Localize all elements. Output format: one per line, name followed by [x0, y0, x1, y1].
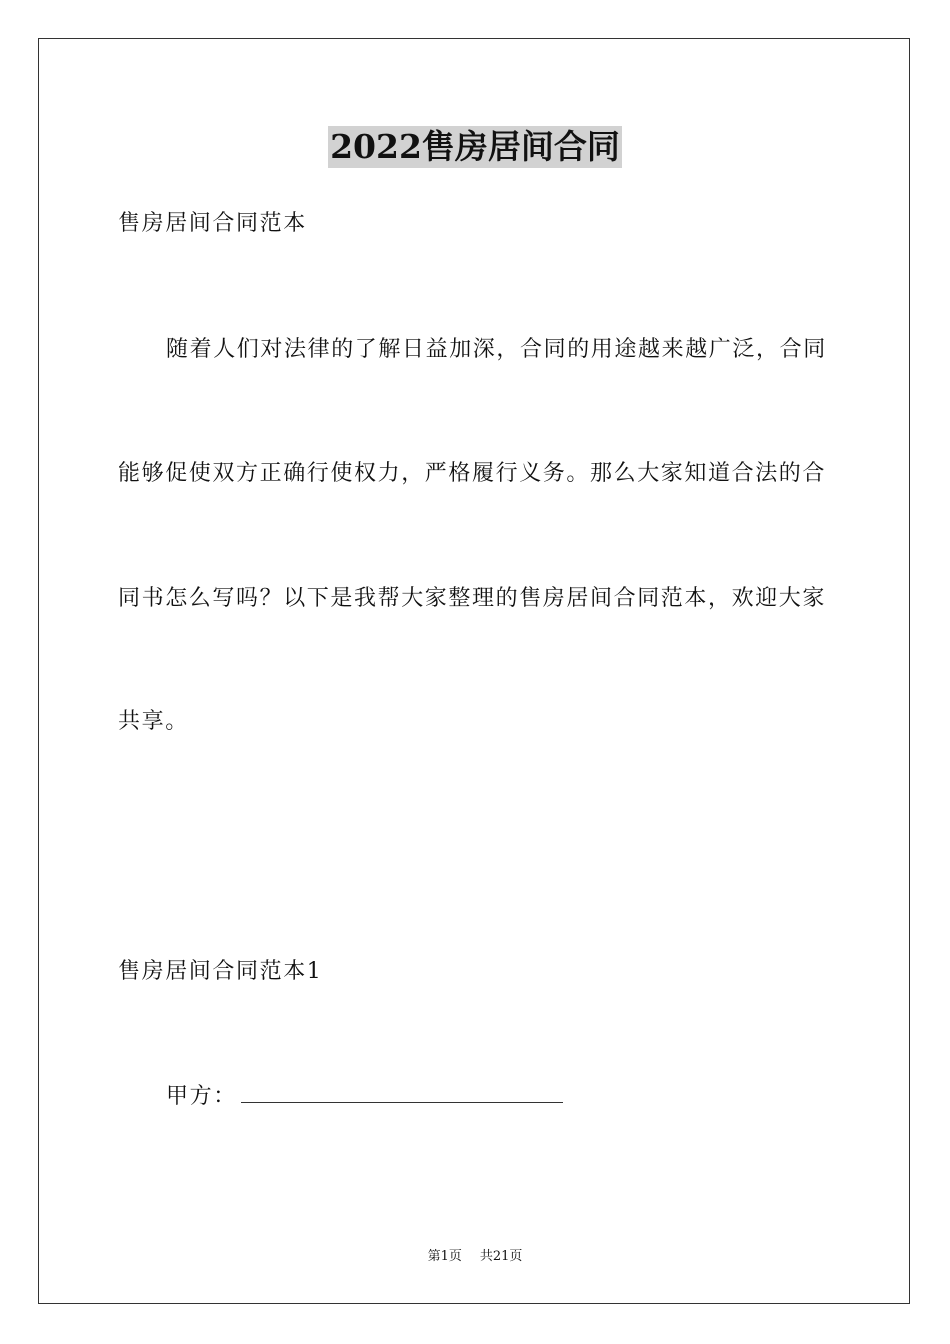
party-a-row — [166, 1082, 563, 1112]
party-a-label: 甲方： — [166, 1084, 237, 1109]
title-container — [0, 126, 950, 168]
document-title: 2022售房居间合同 — [330, 127, 620, 166]
document-subtitle: 售房居间合同范本 — [118, 211, 307, 236]
section-heading: 售房居间合同范本1 — [118, 959, 323, 984]
page-footer — [0, 1248, 950, 1266]
page-current: 第1页 — [427, 1249, 462, 1264]
intro-line-4: 共享。 — [118, 709, 189, 734]
intro-line-2: 能够促使双方正确行使权力，严格履行义务。那么大家知道合法的合 — [118, 461, 827, 486]
page-total: 共21页 — [479, 1249, 523, 1264]
party-a-blank-line[interactable] — [241, 1084, 563, 1103]
intro-line-1: 随着人们对法律的了解日益加深，合同的用途越来越广泛，合同 — [166, 337, 827, 362]
intro-line-3: 同书怎么写吗？以下是我帮大家整理的售房居间合同范本，欢迎大家 — [118, 586, 827, 611]
